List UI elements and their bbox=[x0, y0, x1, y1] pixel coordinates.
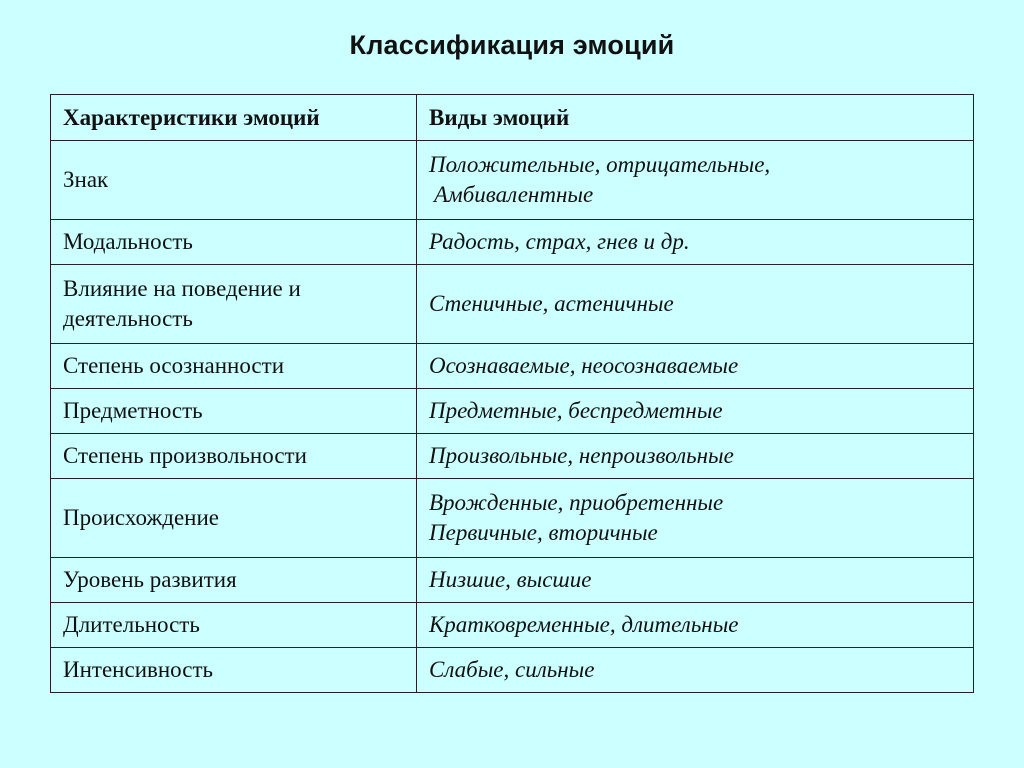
kinds-line: Радость, страх, гнев и др. bbox=[429, 229, 690, 254]
characteristic-cell bbox=[51, 265, 417, 344]
table-row bbox=[51, 648, 974, 693]
kinds-line: Предметные, беспредметные bbox=[429, 398, 723, 423]
characteristic-line: Степень осознанности bbox=[63, 353, 285, 378]
table-row bbox=[51, 479, 974, 558]
characteristic-line: Уровень развития bbox=[63, 567, 237, 592]
characteristic-cell bbox=[51, 479, 417, 558]
characteristic-cell bbox=[51, 648, 417, 693]
table-row bbox=[51, 220, 974, 265]
kinds-cell bbox=[417, 220, 974, 265]
table-row bbox=[51, 603, 974, 648]
kinds-cell bbox=[417, 434, 974, 479]
characteristic-line: Предметность bbox=[63, 398, 203, 423]
kinds-line: Произвольные, непроизвольные bbox=[429, 443, 734, 468]
kinds-cell bbox=[417, 648, 974, 693]
kinds-line: Низшие, высшие bbox=[429, 567, 592, 592]
kinds-line: Кратковременные, длительные bbox=[429, 612, 739, 637]
kinds-cell bbox=[417, 558, 974, 603]
kinds-line: Стеничные, астеничные bbox=[429, 291, 674, 316]
kinds-line: Положительные, отрицательные, bbox=[429, 152, 771, 177]
kinds-cell bbox=[417, 603, 974, 648]
kinds-cell bbox=[417, 141, 974, 220]
kinds-cell bbox=[417, 389, 974, 434]
characteristic-cell bbox=[51, 389, 417, 434]
characteristic-cell bbox=[51, 220, 417, 265]
table-row bbox=[51, 141, 974, 220]
characteristic-cell bbox=[51, 558, 417, 603]
characteristic-line: Модальность bbox=[63, 229, 193, 254]
kinds-cell bbox=[417, 344, 974, 389]
kinds-line: Первичные, вторичные bbox=[429, 520, 658, 545]
table-row bbox=[51, 265, 974, 344]
table-header-row bbox=[51, 95, 974, 141]
kinds-cell bbox=[417, 479, 974, 558]
characteristic-line: Знак bbox=[63, 167, 109, 192]
characteristic-line: Длительность bbox=[63, 612, 200, 637]
header-characteristics: Характеристики эмоций bbox=[51, 95, 417, 141]
kinds-line: Слабые, сильные bbox=[429, 657, 595, 682]
table-row bbox=[51, 558, 974, 603]
characteristic-line: Интенсивность bbox=[63, 657, 213, 682]
kinds-line: Осознаваемые, неосознаваемые bbox=[429, 353, 739, 378]
characteristic-line: деятельность bbox=[63, 306, 193, 331]
characteristic-line: Влияние на поведение и bbox=[63, 276, 301, 301]
characteristic-line: Происхождение bbox=[63, 505, 220, 530]
kinds-cell bbox=[417, 265, 974, 344]
characteristic-cell bbox=[51, 434, 417, 479]
kinds-line: Врожденные, приобретенные bbox=[429, 490, 724, 515]
characteristic-cell bbox=[51, 603, 417, 648]
table-row bbox=[51, 344, 974, 389]
characteristic-line: Степень произвольности bbox=[63, 443, 307, 468]
emotions-classification-table bbox=[50, 94, 974, 693]
kinds-line: Амбивалентные bbox=[434, 182, 594, 207]
page-title: Классификация эмоций bbox=[349, 30, 675, 60]
characteristic-cell bbox=[51, 141, 417, 220]
characteristic-cell bbox=[51, 344, 417, 389]
table-row bbox=[51, 434, 974, 479]
table-row bbox=[51, 389, 974, 434]
header-kinds: Виды эмоций bbox=[417, 95, 974, 141]
